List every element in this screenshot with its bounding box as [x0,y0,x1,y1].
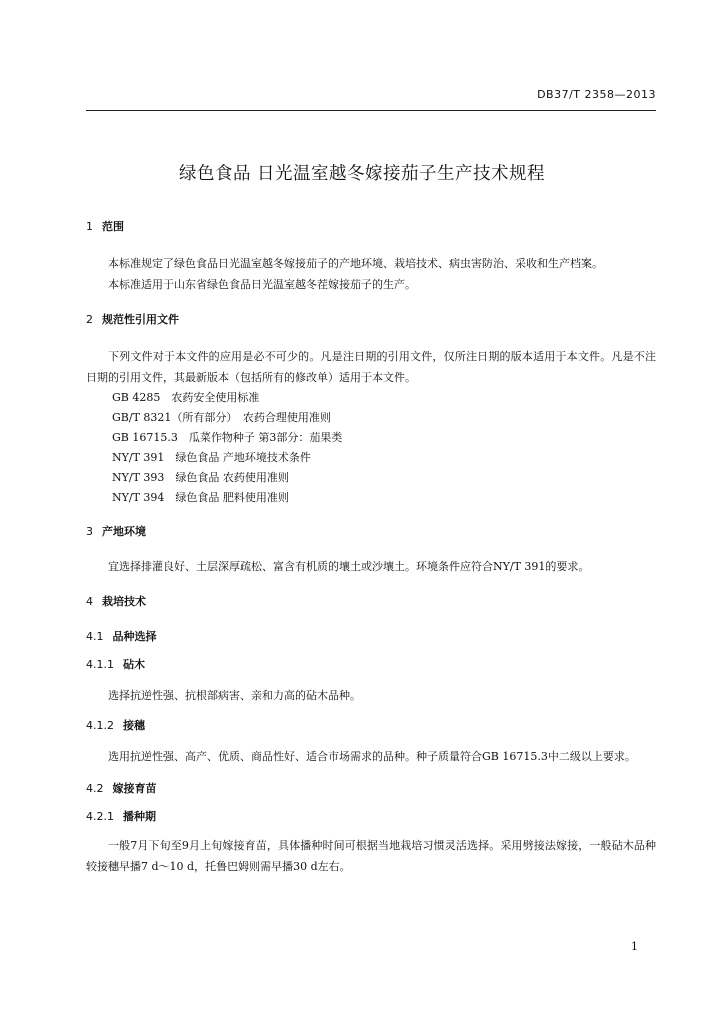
page-number: 1 [631,940,638,953]
section-number: 2 [86,313,93,326]
section-title: 栽培技术 [102,595,146,608]
section-number: 4.2.1 [86,810,114,823]
section-2-heading [86,310,656,330]
paragraph: 本标准适用于山东省绿色食品日光温室越冬茬嫁接茄子的生产。 [108,278,416,291]
section-4-1-1-heading [86,655,656,675]
reference-item: NY/T 391 绿色食品 产地环境技术条件 [112,451,311,464]
section-title: 范围 [102,220,124,233]
section-4-2-1-heading [86,807,656,827]
doc-number: DB37/T 2358—2013 [537,88,656,101]
section-number: 1 [86,220,93,233]
reference-item: NY/T 393 绿色食品 农药使用准则 [112,471,289,484]
section-number: 4.2 [86,782,104,795]
paragraph: 一般7月下旬至9月上旬嫁接育苗，具体播种时间可根据当地栽培习惯灵活选择。采用劈接法嫁接，一般砧木品种较接穗早播7 d～10 d，托鲁巴姆则需早播30 d左右。 [86,839,656,873]
document-title: 绿色食品 日光温室越冬嫁接茄子生产技术规程 [178,164,546,184]
section-title: 产地环境 [102,525,146,538]
section-number: 3 [86,525,93,538]
section-number: 4.1 [86,630,104,643]
section-title: 播种期 [123,810,156,823]
paragraph: 本标准规定了绿色食品日光温室越冬嫁接茄子的产地环境、栽培技术、病虫害防治、采收和生产档案。 [108,257,603,270]
section-title: 接穗 [123,719,145,732]
paragraph: 宜选择排灌良好、土层深厚疏松、富含有机质的壤土或沙壤土。环境条件应符合NY/T 391的要求。 [108,560,590,573]
reference-item: GB 16715.3 瓜菜作物种子 第3部分：茄果类 [112,431,343,444]
section-number: 4 [86,595,93,608]
section-4-2-heading [86,779,656,799]
section-title: 规范性引用文件 [102,313,179,326]
reference-item: GB/T 8321（所有部分） 农药合理使用准则 [112,411,331,424]
reference-item: GB 4285 农药安全使用标准 [112,391,260,404]
section-1-heading [86,217,656,237]
paragraph: 选择抗逆性强、抗根部病害、亲和力高的砧木品种。 [108,689,361,702]
document-body [86,217,656,877]
section-number: 4.1.2 [86,719,114,732]
section-4-1-2-heading [86,716,656,736]
reference-item: NY/T 394 绿色食品 肥料使用准则 [112,491,289,504]
section-title: 嫁接育苗 [112,782,157,795]
header-rule [86,110,656,111]
paragraph: 选用抗逆性强、高产、优质、商品性好、适合市场需求的品种。种子质量符合GB 16715.3中二级以上要求。 [108,750,636,763]
section-title: 砧木 [123,658,145,671]
section-title: 品种选择 [112,630,157,643]
section-number: 4.1.1 [86,658,114,671]
section-4-heading [86,592,656,612]
section-3-heading [86,522,656,542]
section-4-1-heading [86,627,656,647]
paragraph: 下列文件对于本文件的应用是必不可少的。凡是注日期的引用文件，仅所注日期的版本适用于本文件。凡是不注日期的引用文件，其最新版本（包括所有的修改单）适用于本文件。 [86,350,656,384]
